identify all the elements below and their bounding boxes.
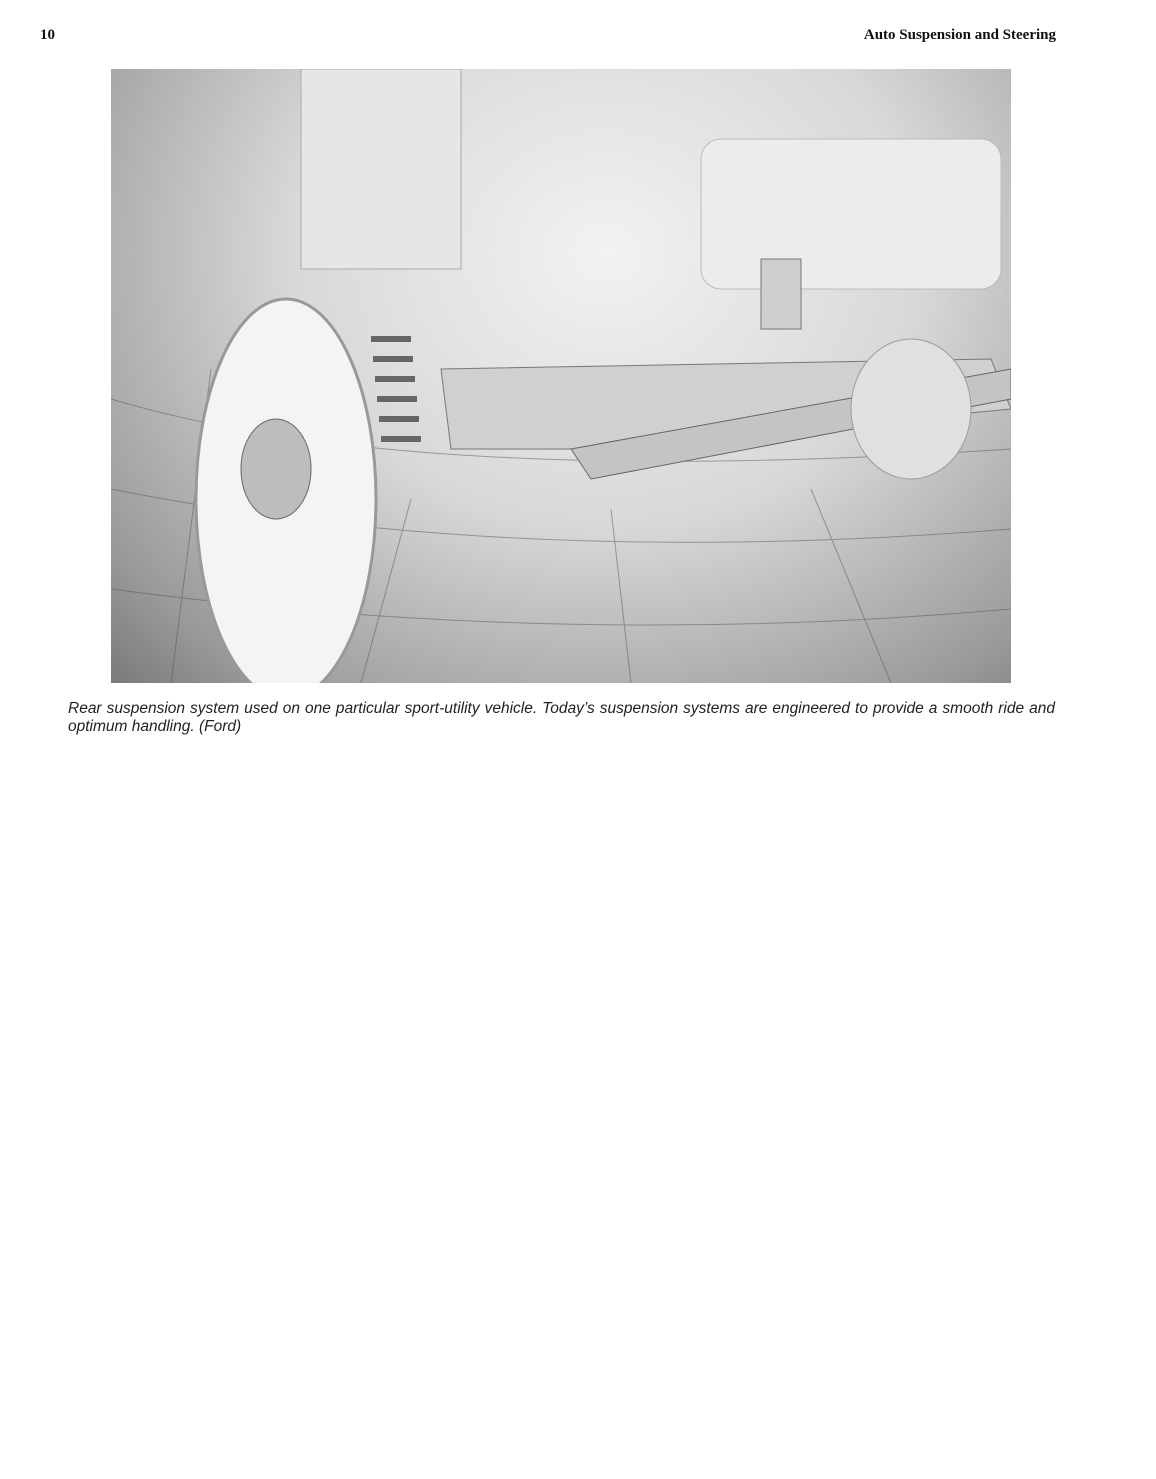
liftgate-panel xyxy=(701,139,1001,289)
page-number: 10 xyxy=(40,27,55,43)
running-title: Auto Suspension and Steering xyxy=(863,27,1056,43)
shock-mount xyxy=(761,259,801,329)
suspension-photo xyxy=(111,69,1011,683)
spare-tire xyxy=(851,339,971,479)
rear-window xyxy=(301,69,461,269)
brake-rotor xyxy=(241,419,311,519)
figure-caption: Rear suspension system used on one particular sport-utility vehicle. Today’s suspension systems are engineered to provide a smooth ride and optimum handling. (Ford) xyxy=(68,700,1055,735)
coil-spring xyxy=(371,339,421,439)
